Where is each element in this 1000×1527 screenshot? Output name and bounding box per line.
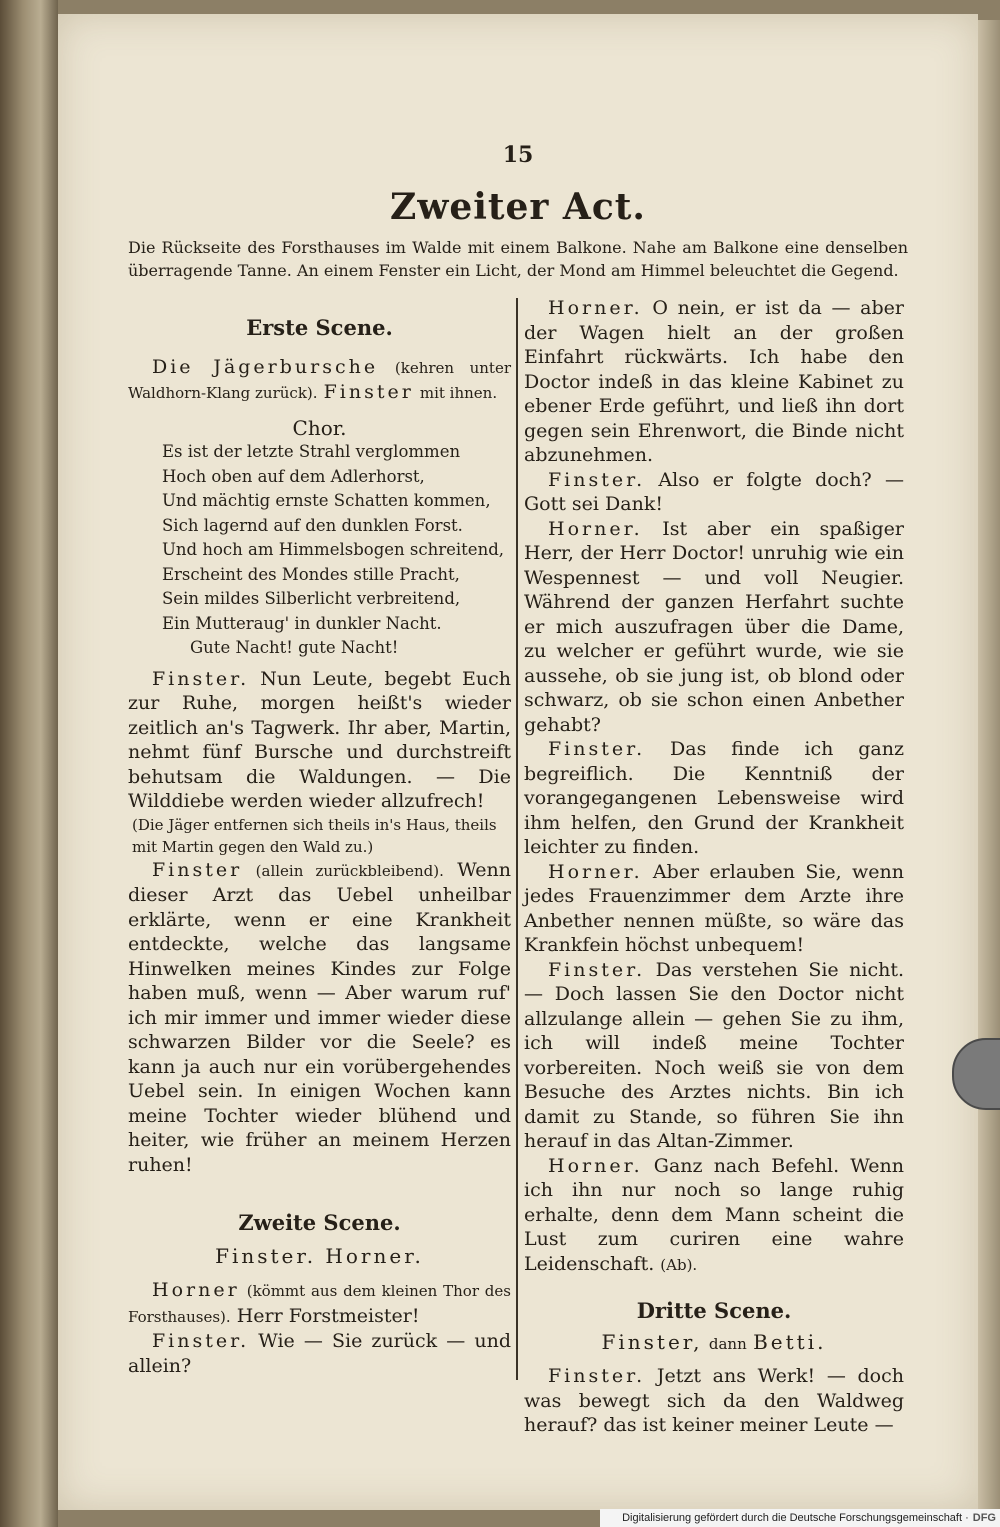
poem-line: Und mächtig ernste Schatten kommen,	[162, 491, 491, 510]
page-number: 15	[502, 142, 534, 168]
stage-paragraph	[128, 355, 511, 406]
speaker: Finster.	[548, 958, 646, 981]
stage-direction: (kehren unter Waldhorn-Klang zurück).	[128, 358, 511, 402]
dialogue-text: Ganz nach Befehl. Wenn ich ihn nur noch so lange ruhig erhalte, denn dem Mann scheint die Lust zum curiren eine wahre Leidenschaft.	[524, 1154, 904, 1275]
speaker: Finster	[323, 381, 414, 403]
speaker: Horner	[152, 1279, 240, 1301]
poem-line: Erscheint des Mondes stille Pracht,	[162, 564, 460, 584]
chorus-label: Chor.	[292, 415, 347, 440]
speaker: Finster.	[548, 468, 646, 491]
speaker: Finster.	[152, 1330, 250, 1352]
speaker: Horner.	[548, 297, 643, 319]
stage-direction: (kömmt aus dem kleinen Thor des Forsthauses).	[128, 1282, 511, 1326]
speaker: Die Jägerbursche	[152, 355, 379, 378]
dialogue-paragraph	[128, 1329, 511, 1378]
dialogue-paragraph	[524, 958, 904, 1154]
dialogue-text: Jetzt ans Werk! — doch was bewegt sich da den Waldweg herauf? das ist keiner meiner Leute —	[524, 1365, 904, 1436]
column-divider	[516, 298, 518, 1380]
dialogue-paragraph	[128, 858, 511, 1178]
dialogue-text: Nun Leute, begebt Euch zur Ruhe, morgen heißt's wieder zeitlich an's Tagwerk. Ihr aber, Martin, nehmt fünf Bursche und durchstreift behutsam die Waldungen. — Die Wilddiebe werden wieder allzufrech!	[128, 667, 511, 812]
speaker: Finster.	[548, 738, 646, 760]
poem-line: Und hoch am Himmelsbogen schreitend,	[162, 540, 504, 559]
act-title: Zweiter Act.	[390, 186, 646, 228]
poem-line: Gute Nacht! gute Nacht!	[190, 638, 399, 657]
stage-direction: (Ab).	[660, 1255, 698, 1274]
speaker: Horner.	[548, 1154, 643, 1177]
speaker: Horner.	[548, 860, 643, 883]
dialogue-text: Also er folgte doch? — Gott sei Dank!	[524, 468, 904, 515]
character-name: Betti.	[753, 1329, 827, 1354]
dialogue-paragraph	[524, 468, 904, 517]
dialogue-paragraph	[524, 1154, 904, 1278]
stage-direction: mit ihnen.	[419, 384, 498, 402]
dialogue-text: Das verstehen Sie nicht. — Doch lassen Sie den Doctor nicht allzulange allein — gehen Sie zu ihm, ich will indeß meine Tochter vorbereiten. Noch weiß sie von dem Besuche des Arztes nichts. Bin ich damit zu Stande, so führen Sie ihn herauf in das Altan-Zimmer.	[524, 958, 904, 1152]
dialogue-text: Aber erlauben Sie, wenn jedes Frauenzimmer dem Arzte ihre Anbether nennen müßte, so wäre das Krankfein höchst unbequem!	[524, 860, 904, 956]
scene-title: Dritte Scene.	[636, 1298, 792, 1323]
book-page	[58, 14, 978, 1510]
speaker: Finster	[152, 858, 243, 881]
dialogue-paragraph	[128, 667, 511, 814]
stage-direction: (allein zurückbleibend).	[255, 861, 444, 880]
digitization-credit	[600, 1509, 1000, 1527]
dialogue-text: Das finde ich ganz begreiflich. Die Kenntniß der vorangegangenen Lebensweise wird ihm helfen, den Grund der Krankheit leichter zu finden.	[524, 738, 904, 858]
chorus-poem	[128, 440, 511, 661]
poem-line: Es ist der letzte Strahl verglommen	[162, 442, 461, 461]
poem-line: Hoch oben auf dem Adlerhorst,	[162, 466, 425, 486]
dialogue-text: Herr Forstmeister!	[236, 1304, 420, 1327]
scene-characters: Finster. Horner.	[215, 1243, 424, 1268]
dialogue-paragraph	[524, 517, 904, 738]
dialogue-paragraph	[128, 1278, 511, 1329]
right-column	[524, 296, 904, 1438]
credit-text: Digitalisierung gefördert durch die Deutsche Forschungsgemeinschaft ·	[622, 1512, 969, 1524]
dialogue-text: Ist aber ein spaßiger Herr, der Herr Doctor! unruhig wie ein Wespennest — und voll Neugier. Während der ganzen Herfahrt suchte er mich auszufragen über die Dame, zu welcher er geführt wurde, wie sie aussehe, ob sie jung ist, ob blond oder schwarz, ob sie schon einen Anbether gehabt?	[524, 517, 904, 736]
dfg-logo: DFG	[972, 1512, 996, 1524]
connector-text: dann	[708, 1334, 747, 1353]
poem-line: Sich lagernd auf den dunklen Forst.	[162, 515, 463, 535]
speaker: Finster.	[548, 1365, 646, 1387]
dialogue-paragraph	[524, 1364, 904, 1438]
dialogue-text: Wenn dieser Arzt das Uebel unheilbar erklärte, wenn er eine Krankheit entdeckte, welche das langsame Hinwelken meines Kindes zur Folge haben muß, wenn — Aber warum ruf' ich mir immer und immer wieder diese schwarzen Bilder vor die Seele? es kann ja auch nur ein vorübergehendes Uebel sein. In einigen Wochen kann meine Tochter wieder blühend und heiter, wie früher an meinem Herzen ruhen!	[128, 858, 511, 1176]
poem-line: Sein mildes Silberlicht verbreitend,	[162, 589, 461, 608]
dialogue-paragraph	[524, 860, 904, 958]
page-edge	[978, 20, 1000, 1510]
character-name: Finster,	[601, 1329, 703, 1354]
stage-description: Die Rückseite des Forsthauses im Walde mit einem Balkone. Nahe am Balkone eine denselben überragende Tanne. An einem Fenster ein Licht, der Mond am Himmel beleuchtet die Gegend.	[128, 238, 908, 280]
dialogue-text: O nein, er ist da — aber der Wagen hielt an der großen Einfahrt rückwärts. Ich habe den Doctor indeß in das kleine Kabinet zu ebener Erde geführt, und ließ ihn dort gegen sein Ehrenwort, die Binde nicht abzunehmen.	[524, 297, 904, 466]
stage-direction: (Die Jäger entfernen sich theils in's Haus, theils mit Martin gegen den Wald zu.)	[132, 815, 497, 856]
dialogue-paragraph	[524, 296, 904, 468]
dialogue-text: Wie — Sie zurück — und allein?	[128, 1330, 511, 1377]
left-column	[128, 296, 511, 1378]
speaker: Horner.	[548, 517, 643, 540]
scene-characters	[524, 1330, 904, 1357]
scan-binding-edge	[0, 0, 58, 1527]
scene-title: Erste Scene.	[246, 315, 393, 340]
scene-title: Zweite Scene.	[238, 1210, 401, 1235]
poem-line: Ein Mutteraug' in dunkler Nacht.	[162, 613, 442, 633]
dialogue-paragraph	[524, 737, 904, 860]
speaker: Finster.	[152, 667, 250, 690]
